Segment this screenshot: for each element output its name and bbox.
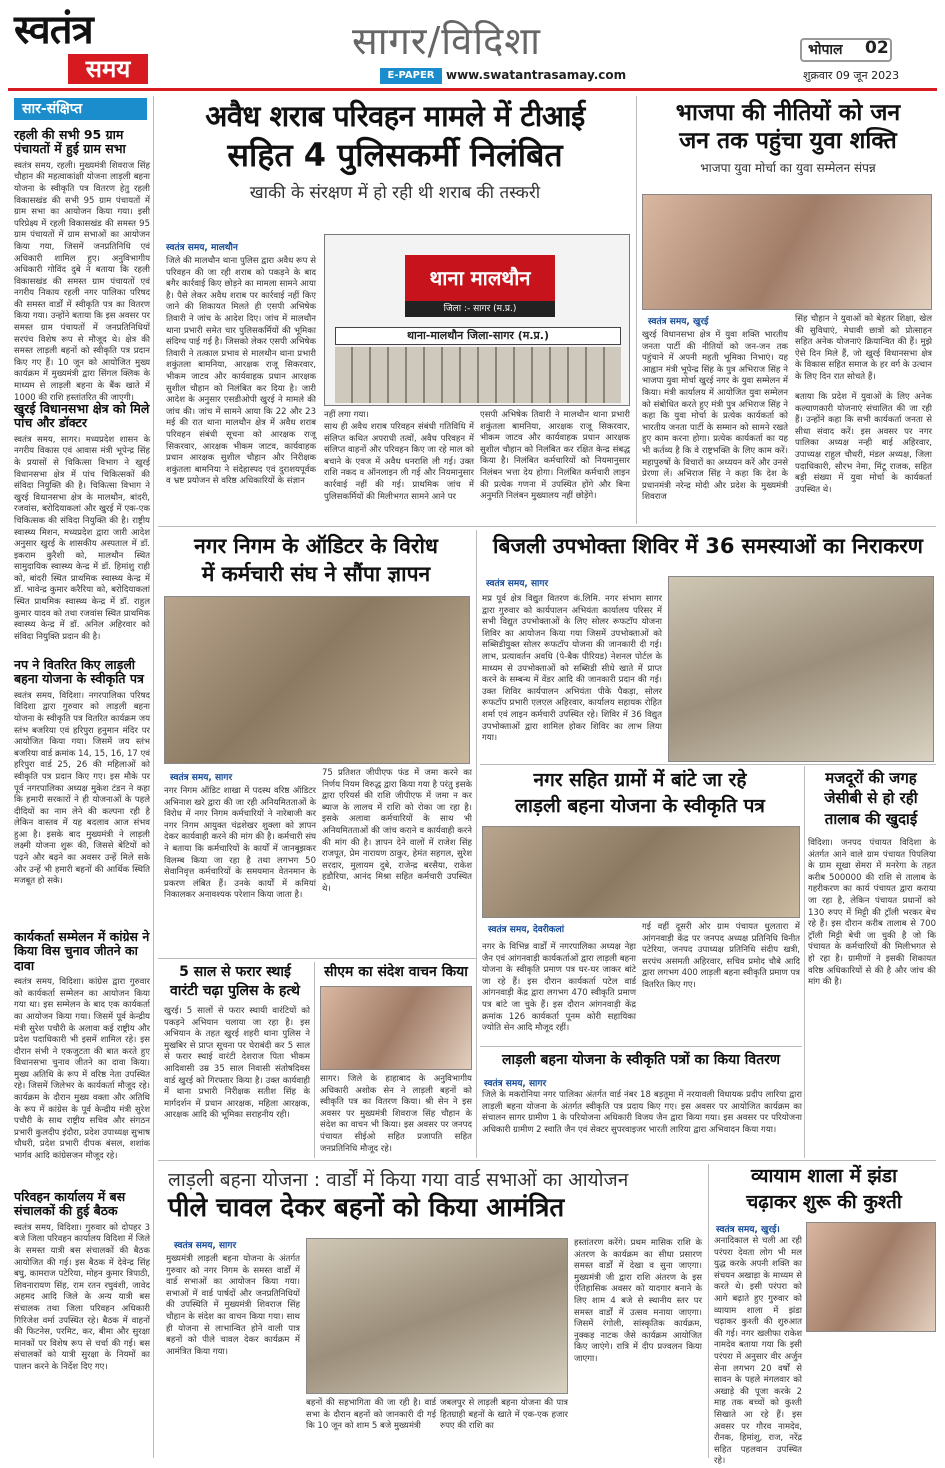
villages-dateline: स्वतंत्र समय, देवरीकलां [488,925,565,935]
section-divider [480,1046,802,1047]
sidebar-story [14,658,150,906]
lead-body-col1: जिले की मालथौन थाना पुलिस द्वारा अवैध रूप से परिवहन की जा रही शराब को पकड़ने के बाद बगैर कार्रवाई किए छोड़ने का मामला सामने आया है। पैसे लेकर अवैध शराब पर कार्रवाई नहीं किए जाने की शिकायत मिलते ही एसपी अभिषेक तिवारी ने जांच के आदेश दिए। जांच में मालथौन थाना प्रभारी समेत चार पुलिसकर्मियों की भूमिका संदिग्ध पाई गई है। जिसको लेकर एसपी अभिषेक तिवारी ने तत्काल प्रभाव से मालथौन थाना प्रभारी शकुंतला बामनिया, आरक्षक राजू सिकरवार, भीकम जाटव और कार्यवाहक प्रधान आरक्षक सुशील चौहान को निलंबित कर दिया है। जारी आदेश के अनुसार एसडीओपी खुरई ने मामले की जांच की। जांच में सामने आया कि 22 और 23 मई की रात थाना मालथौन क्षेत्र में अवैध शराब परिवहन संबंधी सूचना को आरक्षक राजू सिकरवार, आरक्षक भीकम जाटव, कार्यवाहक प्रधान आरक्षक सुशील चौहान और निरीक्षक शकुंतला बामनिया ने संदेहास्पद एवं दुराशयपूर्वक व भ्रष्ट प्रयोजन से वरिष्ठ अधिकारियों के संज्ञान [166,256,316,487]
lead-subheadline: खाकी के संरक्षण में हो रही थी शराब की तस्करी [249,183,541,204]
police-sign-board: थाना-मालथौन जिला-सागर (म.प्र.) [335,327,621,345]
column-divider [804,766,805,1158]
lead-body-col3: एसपी अभिषेक तिवारी ने मालथौन थाना प्रभारी शकुंतला बामनिया, आरक्षक राजू सिकरवार, भीकम जाटव और कार्यवाहक प्रधान आरक्षक सुशील चौहान को निलंबित कर रक्षित केन्द्र संबद्ध किया है। निलंबित कर्मचारियों को नियमानुसार निलंबन भत्ता देय होगा। निलंबित कर्मचारी लाइन की प्रत्येक गणना में उपस्थित होंगे और बिना अनुमति निलंबन मुख्यालय नहीं छोड़ेंगे। [480,410,630,502]
mgnrega-body: विदिशा। जनपद पंचायत विदिशा के अंतर्गत आने वाले ग्राम पंचायत पिपलिया के ग्राम सूखा सेमरा में मनरेगा के तहत करीब 500000 की राशि से तालाब के गहरीकरण का कार्य पंचायत द्वारा कराया जा रहा है, लेकिन पंचायत प्रधानों को 130 रुपए में मिट्टी की ट्रॉली भरकर बेच रहे हैं। इस दौरान करीब तालाब से 700 ट्रॉली मिट्टी बेची जा चुकी है जो कि पंचायत के कर्मचारियों की मिलीभगत से हो रहा है। ग्रामीणों ने इसकी शिकायत वरिष्ठ अधिकारियों से की है और जांच की मांग की है। [808,838,936,988]
issue-date: शुक्रवार 09 जून 2023 [803,69,900,82]
absconder-headline-line2: वारंटी चढ़ा पुलिस के हत्थे [170,983,300,1000]
ward-meetings-photo-caption: बहनों की सहभागिता की जा रही है। वार्ड सभा के दौरान बहनों को जानकारी दी गई कि 10 जून को शाम 5 बजे मुख्यमंत्री [306,1398,436,1432]
ward-meetings-body-col3: हस्तांतरण करेंगे। प्रथम मासिक राशि के अंतरण के कार्यक्रम का सीधा प्रसारण समस्त वार्डों में देखा व सुना जाएगा। मुख्यमंत्री जी द्वारा राशि अंतरण के इस ऐतिहासिक अवसर को यादगार बनाने के लिए शाम 4 बजे से स्थानीय स्तर पर समस्त वार्डों में उत्सव मनाया जाएगा। जिसमें रंगोली, सांस्कृतिक कार्यक्रम, नुक्कड़ नाटक जैसे कार्यक्रम आयोजित किए जाएंगे। रात्रि में दीप प्रज्वलन किया जाएगा। [574,1238,702,1364]
police-station-photo [324,234,630,406]
auditor-story-header [160,534,472,586]
bjp-subheadline: भाजपा युवा मोर्चा का युवा सम्मेलन संपन्न [700,160,876,175]
sidebar-story [14,930,150,1199]
lead-headline-line1: अवैध शराब परिवहन मामले में टीआई [205,99,585,133]
auditor-memorandum-photo [164,596,470,764]
bjp-body-col2: बताया कि प्रदेश में युवाओं के लिए अनेक कल्याणकारी योजनाएं संचालित की जा रही हैं। उन्होंने कहा कि सभी कार्यकर्ता जनता से सीधा संवाद करें। इस अवसर पर नगर पालिका अध्यक्ष नन्ही बाई अहिरवार, उपाध्यक्ष राहुल चौधरी, मंडल अध्यक्ष, जिला पदाधिकारी, सौरभ नेमा, मिंटू राजक, सहित बड़ी संख्या में युवा मोर्चा के कार्यकर्ता उपस्थित थे। [795,392,932,495]
newspaper-logo-sub: समय [68,54,148,84]
villages-body-col2: गई वहीं दूसरी ओर ग्राम पंचायत धुलतारा में आंगनवाड़ी केंद्र पर जनपद अध्यक्ष प्रतिनिधि विनीत पटेरिया, जनपद उपाध्यक्ष प्रतिनिधि संदीप खत्री, सरपंच असमती अहिरवार, सचिव प्रमोद चौबे आदि द्वारा लगभग 400 लाड़ली बहना स्वीकृति प्रमाण पत्र वितरित किए गए। [642,922,800,990]
sidebar-story [14,1190,150,1445]
website-link[interactable]: www.swatantrasamay.com [446,68,627,82]
electricity-camp-photo [668,576,934,762]
absconder-story-header [160,964,310,999]
wrestling-headline-line1: व्यायाम शाला में झंडा [750,1165,898,1187]
lead-photo-caption: नहीं लगा गया। [324,410,369,420]
cm-message-photo [320,986,472,1070]
story-body: स्वतंत्र समय, विदिशा। नगरपालिका परिषद विदिशा द्वारा गुरुवार को लाड़ली बहना योजना के स्वीकृति पत्र वितरित कार्यक्रम जय स्तंभ बजरिया एवं हरिपुरा हनुमान मंदिर पर आयोजित किया गया। जिसमें जय स्तंभ बजरिया वार्ड क्रमांक 14, 15, 16, 17 एवं हरिपुरा वार्ड 25, 26 की महिलाओं को स्वीकृति पत्र प्रदान किए गए। इस मौके पर पूर्व नगरपालिका अध्यक्ष मुकेश टंडन ने कहा कि हमारी सरकारों ने ही योजनाओं के पहले दीदियों का नाम लेने की कल्पना रही है लेकिन वास्तव में यह बदलाव आज संभव हुआ है। इसके बाद मुख्यमंत्री ने लाड़ली लक्ष्मी योजना शुरू की, जिससे बेटियों को पढ़ने और बढ़ने का अवसर उन्हें मिले सके और उन्हें भी हमारी बहनों की आर्थिक स्थिति मजबूत हो सके। [14,690,150,887]
section-divider [158,526,936,527]
absconder-headline-line1: 5 साल से फरार स्थाई [179,964,291,980]
newspaper-logo: स्वतंत्र [14,6,93,53]
ward-meetings-body-col2: जबलपुर से लाड़ली बहना योजना की पात्र हितग्राही बहनों के खाते में एक-एक हजार रुपए की राशि का [440,1398,568,1432]
bjp-headline-line2: जन तक पहुंचा युवा शक्ति [679,128,897,155]
police-sign-district: जिला :- सागर (म.प्र.) [405,301,555,317]
villages-headline-line1: नगर सहित ग्रामों में बांटे जा रहे [533,769,747,791]
mgnrega-headline-line2: जेसीबी से हो रही [824,789,918,808]
sidebar-story [14,401,150,642]
villages-distribution-photo [482,826,800,918]
mgnrega-headline-line3: तालाब की खुदाई [824,809,918,828]
police-sign-banner: थाना मालथौन [405,255,555,301]
city-label: भोपाल [808,42,843,58]
column-divider [153,96,154,1458]
ward-meetings-kicker: लाड़ली बहना योजना : वार्डों में किया गया वार्ड सभाओं का आयोजन [168,1169,629,1191]
story-headline: खुरई विधानसभा क्षेत्र को मिले पांच और डॉक्टर [14,401,150,431]
villages-story-header [480,770,800,818]
ward-meetings-photo [306,1238,568,1394]
story-headline: परिवहन कार्यालय में बस संचालकों की हुई बैठक [14,1189,126,1219]
bjp-meeting-photo [642,194,932,310]
bjp-photo-caption: सिंह चौहान ने युवाओं को बेहतर शिक्षा, खेल की सुविधाएं, मेधावी छात्रों को प्रोत्साहन सहित अनेक योजनाएं क्रियान्वित की हैं। मुझे ऐसे दिन मिले हैं, जो खुरई विधानसभा क्षेत्र के विकास सहित समाज के हर वर्ग के उत्थान के लिए दिन रात सोचते हैं। [795,314,932,382]
wrestling-headline-line2: चढ़ाकर शुरू की कुश्ती [746,1190,902,1213]
story-headline: नप ने वितरित किए लाड़ली बहना योजना के स्वीकृति पत्र [14,657,144,687]
mgnrega-headline-line1: मजदूरों की जगह [825,769,917,787]
electricity-body: मप्र पूर्व क्षेत्र विद्युत वितरण कं.लिमि. नगर संभाग सागर द्वारा गुरुवार को कार्यपालन अभियंता कार्यालय परिसर में सभी विद्युत उपभोक्ताओं के लिए सोलर रूफटॉप योजना शिविर का आयोजन किया गया जिसमें उपभोक्ताओं को सब्सिडीयुक्त सोलर रूफटॉप योजना की जानकारी दी गई। लाभ, प्रत्यावर्तन अवधि (पे-बैक पीरियड) नेशनल पोर्टल के माध्यम से उपभोक्ताओं को सब्सिडी सीधे खाते में प्राप्त करने के सम्बन्ध में वेंडर आदि की जानकारी प्रदान की गई। उक्त शिविर कार्यपालन अभियंता पीके पैकड़ा, सोलर रूफटॉप प्रभारी एलएल अहिरवार, कार्यालय सहायक रोहित शर्मा एवं लाइन कर्मचारी उपस्थित रहे। शिविर में 36 विद्युत उपभोक्ताओं द्वारा शामिल होकर शिविर का लाभ लिया गया। [482,594,662,744]
auditor-headline-line1: नगर निगम के ऑडिटर के विरोध [194,534,438,558]
auditor-body-col2: 75 प्रतिशत जीपीएफ फंड में जमा करने का निर्णय नियम विरुद्ध द्वारा किया गया है परंतु इसके द्वारा एरियर्स की राशि जीपीएफ में जमा न कर ब्याज के लालच में राशि को रोका जा रहा है। इसके अलावा कर्मचारियों के साथ भी अनियमितताओं की जांच कराने व कार्यवाही करने की मांग की है। ज्ञापन देने वालों में राजेश सिंह राजपूत, प्रेम नारायण ठाकुर, हेमंत सहगल, सुरेश सरदार, मुलायम दुबे, राजेन्द्र बरसैया, राकेश हडौरिया, आनंद मिश्रा सहित कर्मचारी उपस्थित थे। [322,768,473,894]
epaper-badge: E-PAPER [380,68,442,84]
lead-headline-line2: सहित 4 पुलिसकर्मी निलंबित [227,136,563,175]
electricity-headline: बिजली उपभोक्ता शिविर में 36 समस्याओं का निराकरण [493,534,923,558]
bjp-headline-line1: भाजपा की नीतियों को जन [675,100,901,126]
column-divider [708,1164,709,1458]
ladli-distribution-dateline: स्वतंत्र समय, सागर [484,1079,547,1089]
absconder-body: खुरई। 5 सालों से फरार स्थायी वारंटियों को पकड़ने अभियान चलाया जा रहा है। इस अभियान के तहत खुरई शहरी थाना पुलिस ने मुखबिर से प्राप्त सूचना पर घेराबंदी कर 5 साल से फरार स्थाई वारंटी देशराज पिता भीकम आदिवासी उम्र 35 साल निवासी संतोषदिवस वार्ड खुरई को गिरफ्तार किया है। उक्त कार्यवाही में थाना प्रभारी निरीक्षक सतीश सिंह के मार्गदर्शन में प्रधान आरक्षक, महिला आरक्षक, आरक्षक आदि की भूमिका सराहनीय रही। [164,1006,310,1121]
wrestling-dateline: स्वतंत्र समय, खुरई। [716,1225,780,1235]
sidebar-story [14,127,150,403]
story-headline: कार्यकर्ता सम्मेलन में कांग्रेस ने किया विस चुनाव जीतने का दावा [14,929,150,973]
section-divider [480,764,936,765]
ward-meetings-body-col1: मुख्यमंत्री लाड़ली बहना योजना के अंतर्गत गुरुवार को नगर निगम के समस्त वार्डों में वार्ड सभाओं का आयोजन किया गया। सभाओं में वार्ड पार्षदों और जनप्रतिनिधियों की उपस्थिति में मुख्यमंत्री शिवराज सिंह चौहान के संदेश का वाचन किया गया। साथ ही योजना से लाभान्वित होने वाली पात्र बहनों को पीले चावल देकर कार्यक्रम में आमंत्रित किया गया। [166,1254,300,1357]
edition-title: सागर/विदिशा [352,19,541,63]
villages-headline-line2: लाड़ली बहना योजना के स्वीकृति पत्र [515,794,765,817]
auditor-headline-line2: में कर्मचारी संघ ने सौंपा ज्ञापन [201,562,431,587]
ward-meetings-headline: पीले चावल देकर बहनों को किया आमंत्रित [168,1193,565,1223]
section-divider [158,958,476,959]
ward-meetings-dateline: स्वतंत्र समय, सागर [174,1241,237,1251]
ladli-distribution-headline: लाड़ली बहना योजना के स्वीकृति पत्रों का किया वितरण [501,1052,781,1068]
lead-dateline: स्वतंत्र समय, मालथौन [166,243,238,253]
lead-story-header [160,100,630,203]
story-body: स्वतंत्र समय, रहली। मुख्यमंत्री शिवराज सिंह चौहान की महत्वाकांक्षी योजना लाड़ली बहना योजना के स्वीकृति पत्र वितरण हेतु रहली विकासखंड की सभी 95 ग्राम पंचायतों में ग्राम सभा का आयोजन किया गया। इसी परिप्रेक्ष्य में रहली विकासखंड की समस्त 95 ग्राम पंचायतों में ग्राम सभाओं का आयोजन किया गया, जिसमें जनप्रतिनिधि एवं अधिकारी शामिल हुए। अनुविभागीय अधिकारी गोविंद दुबे ने बताया कि रहली विकासखंड की समस्त ग्राम पंचायतों एवं नगरीय निकाय रहली नगर पालिका परिषद की समस्त वार्डों में स्वीकृति पत्र का वितरण किया गया। उन्होंने बताया कि इस अवसर पर समस्त ग्राम पंचायतों में जनप्रतिनिधियों सरपंच विशेष रूप से मौजूद थे। क्षेत्र की समस्त लाड़ली बहनों को स्वीकृति पत्र प्रदान किए गए हैं। 10 जून को आयोजित मुख्य कार्यक्रम में मुख्यमंत्री द्वारा सिंगल क्लिक के माध्यम से लाड़ली बहना के बैंक खाते में 1000 की राशि हस्तांतरित की जाएगी। [14,160,150,403]
column-divider [476,530,477,1158]
page-number: 02 [865,38,889,58]
masthead-divider [8,88,937,91]
story-body: स्वतंत्र समय, विदिशा। गुरुवार को दोपहर 3 बजे जिला परिवहन कार्यालय विदिशा में जिले के समस्त यात्री बस संचालकों की बैठक आयोजित की गई। इस बैठक में देवेन्द्र सिंह बघु, कामराज पटेरिया, मोहन कुमार त्रिपाठी, शिवनारायण सिंह, राम रतन रघुवंशी, जावेद अहमद आदि जिले के अन्य यात्री बस संचालक तथा जिला परिवहन अधिकारी गिरिजेश वर्मा उपस्थित रहे। बैठक में वाहनों की फिटनेस, परमिट, कर, बीमा और सुरक्षा मानकों पर विशेष रूप से चर्चा की गई। बस संचालकों को यात्री सुरक्षा के नियमों का पालन करने के निर्देश दिए गए। [14,1222,150,1372]
wrestling-body-col1: अनादिकाल से चली आ रही परंपरा देवता लोग भी मल युद्ध करके अपनी शक्ति का संचयन अखाड़ा के माध्यम से करते थे। इसी परंपरा को आगे बढ़ाते हुए गुरुवार को व्यायाम शाला में झंडा चढ़ाकर कुश्ती की शुरुआत की गई। नगर खलीफा राकेश नामदेव बताया गया कि इसी परंपरा में अनुसार वीर अर्जुन सेना लगभग 20 वर्षों से सावन के पहले मंगलवार को अखाड़े की पूजा करके 2 माह तक बच्चों को कुश्ती सिखाते आ रहे हैं। इस अवसर पर गौरव नामदेव, रौनक, हिमांशु, राज, नरेंद्र सहित पहलवान उपस्थित रहे। [714,1236,802,1467]
auditor-body-col1: नगर निगम ऑडिट शाखा में पदस्थ वरिष्ठ ऑडिटर अभिनाश खरे द्वारा की जा रही अनियमितताओं के विरोध में नगर निगम कर्मचारियों ने नारेबाजी कर नगर निगम आयुक्त चंद्रशेखर शुक्ला को ज्ञापन देकर कार्यवाही करने की मांग की है। कर्मचारी संघ ने बताया कि कर्मचारियों के कार्यों में जानबूझकर विलम्ब किया जा रहा है तथा लगभग 50 सेवानिवृत्त कर्मचारियों के समयमान वेतनमान के प्रकरण लंबित हैं। उनके कार्यों में कमियां निकालकर अनावश्यक परेशान किया जाता है। [164,786,316,901]
column-divider [314,962,315,1158]
story-body: स्वतंत्र समय, सागर। मध्यप्रदेश शासन के नगरीय विकास एवं आवास मंत्री भूपेन्द्र सिंह के प्रयासों से चिकित्सा विभाग ने खुरई विधानसभा क्षेत्र में पांच चिकित्सकों की संविदा नियुक्ति की है। चिकित्सा विभाग ने खुरई विधानसभा क्षेत्र के मालथौन, बांदरी, रजवांस, बरोदियाकलां और खुरई में एक-एक चिकित्सक की संविदा नियुक्ति की है। राष्ट्रीय स्वास्थ्य मिशन, मध्यप्रदेश द्वारा जारी आदेश अनुसार खुरई के शासकीय अस्पताल में डॉ. इकराम कुरैशी को, मालथौन स्थित सामुदायिक स्वास्थ्य केन्द्र में डॉ. हिमांशु राही को, बांदरी स्थित प्राथमिक स्वास्थ्य केन्द्र में डॉ. भावेन्द्र कुमार करैरिया को, बरोदियाकलां स्थित प्राथमिक स्वास्थ्य केन्द्र में डॉ. राहुल कुमार यादव को तथा रजवांस स्थित प्राथमिक स्वास्थ्य केन्द्र में डॉ. अनिल अहिरवार को संविदा नियुक्ति प्रदान की है। [14,434,150,642]
auditor-dateline: स्वतंत्र समय, सागर [170,773,233,783]
cm-headline: सीएम का संदेश वाचन किया [324,964,468,980]
column-divider [636,96,637,524]
bjp-body-col1: खुरई विधानसभा क्षेत्र में युवा शक्ति भारतीय जनता पार्टी की नीतियों को जन-जन तक पहुंचाने में अपनी महती भूमिका निभाएं। यह आह्वान मंत्री भूपेन्द्र सिंह के पुत्र अभिराज सिंह ने भाजपा युवा मोर्चा खुरई नगर के युवा सम्मेलन में किया। मंत्री कार्यालय में आयोजित युवा सम्मेलन को संबोधित करते हुए मंत्री पुत्र अभिराज सिंह ने कहा कि युवा मोर्चा के प्रत्येक कार्यकर्ता को भारतीय जनता पार्टी के सम्मान को सामने रखते हुए काम करना होगा। प्रत्येक कार्यकर्ता का यह भी कर्तव्य है कि वे राष्ट्रभक्ति के लिए काम करें। महापुरुषों के विचारों का अध्ययन करें और उनसे प्रेरणा लें। अभिराज सिंह ने कहा कि देश के प्रधानमंत्री नरेन्द्र मोदी और प्रदेश के मुख्यमंत्री शिवराज [642,330,788,503]
lead-body-col2: साथ ही अवैध शराब परिवहन संबंधी गतिविधि में संलिप्त कथित अपराधी तत्वों, अवैध परिवहन में संलिप्त वाहनों और परिवहन किए जा रहे माल को बचाने के एवज में अवैध धनराशि ली गई। उक्त राशि नकद व ऑनलाइन ली गई और नियमानुसार कार्रवाई नहीं की गई। प्राथमिक जांच में पुलिसकर्मियों की मिलीभगत सामने आने पर [324,422,474,502]
wrestling-story-header [712,1166,936,1214]
mgnrega-story-header [806,770,936,828]
section-divider [158,1160,936,1161]
bjp-story-header [642,100,934,176]
masthead [0,0,945,92]
electricity-dateline: स्वतंत्र समय, सागर [486,579,549,589]
wrestling-flag-photo [806,1222,936,1332]
bjp-dateline: स्वतंत्र समय, खुरई [648,317,709,327]
villages-body-col1: नगर के विभिन्न वार्डों में नगरपालिका अध्यक्ष नेहा जैन एवं आंगनवाड़ी कार्यकर्ताओं द्वारा लाड़ली बहना योजना के स्वीकृति प्रमाण पत्र घर-घर जाकर बांटे जा रहे हैं। इस दौरान कार्यकर्ता पटेल वार्ड आंगनवाड़ी केंद्र द्वारा लगभग 470 स्वीकृति प्रमाण पत्र बांटे जा चुके हैं। इस दौरान आंगनवाड़ी केंद्र क्रमांक 126 कार्यकर्ता पूनम कोरी सहायिका ज्योति सेन आदि मौजूद रहीं। [482,942,636,1034]
cm-body: सागर। जिले के हाहाबाद के अनुविभागीय अधिकारी अशोक सेन ने लाड़ली बहनों को स्वीकृति पत्र का वितरण किया। श्री सेन ने इस अवसर पर मुख्यमंत्री शिवराज सिंह चौहान के संदेश का वाचन भी किया। इस अवसर पर जनपद पंचायत सीईओ सहित प्रजापति सहित जनप्रतिनिधि मौजूद रहे। [320,1074,472,1154]
police-station-facade [335,347,621,403]
ladli-distribution-body: जिले के मकरोनिया नगर पालिका अंतर्गत वार्ड नंबर 18 बड़तूमा में नरयावली विधायक प्रदीप लारिया द्वारा लाड़ली बहना योजना के अंतर्गत स्वीकृति पत्र प्रदाय किए गए। इस अवसर पर आयोजित कार्यक्रम का संचालन सागर ग्रामीण 1 के परियोजना अधिकारी विजय जैन द्वारा किया गया। इस अवसर पर परियोजना अधिकारी ग्रामीण 2 स्वाति जैन एवं सेक्टर सुपरवाइजर भारती लारिया द्वारा अभिवादन किया गया। [482,1090,802,1135]
story-headline: रहली की सभी 95 ग्राम पंचायतों में हुई ग्राम सभा [14,127,126,157]
story-body: स्वतंत्र समय, विदिशा। कांग्रेस द्वारा गुरुवार को कार्यकर्ता सम्मेलन का आयोजन किया गया था। इस सम्मेलन के बाद एक कार्यकर्ता का आयोजन किया गया। जिसमें पूर्व केन्द्रीय मंत्री सुरेश पचौरी के अलावा कई राष्ट्रीय और प्रदेश पदाधिकारी भी इसमें शामिल रहे। इस दौरान संभी ने एकजुटता की बात करते हुए विधानसभा चुनाव जीतने का दावा किया। मुख्य अतिथि के रूप में वरिष्ठ नेता उपस्थित रहे। जिसमें जिलेभर के कार्यकर्ता मौजूद रहे। कार्यक्रम के दौरान मुख्य वक्ता और अतिथि के रूप में कांग्रेस के पूर्व केन्द्रीय मंत्री सुरेश पचौरी के साथ राष्ट्रीय सचिव और संगठन प्रभारी कुलदीप इंदौरा, प्रदेश उपाध्यक्ष सुभाष चौधरी, प्रदेश प्रभारी दीपक बंसल, शशांक भार्गव आदि कांग्रेसजन मौजूद रहे। [14,977,150,1162]
sidebar-tag: सार-संक्षिप्त [14,98,147,120]
